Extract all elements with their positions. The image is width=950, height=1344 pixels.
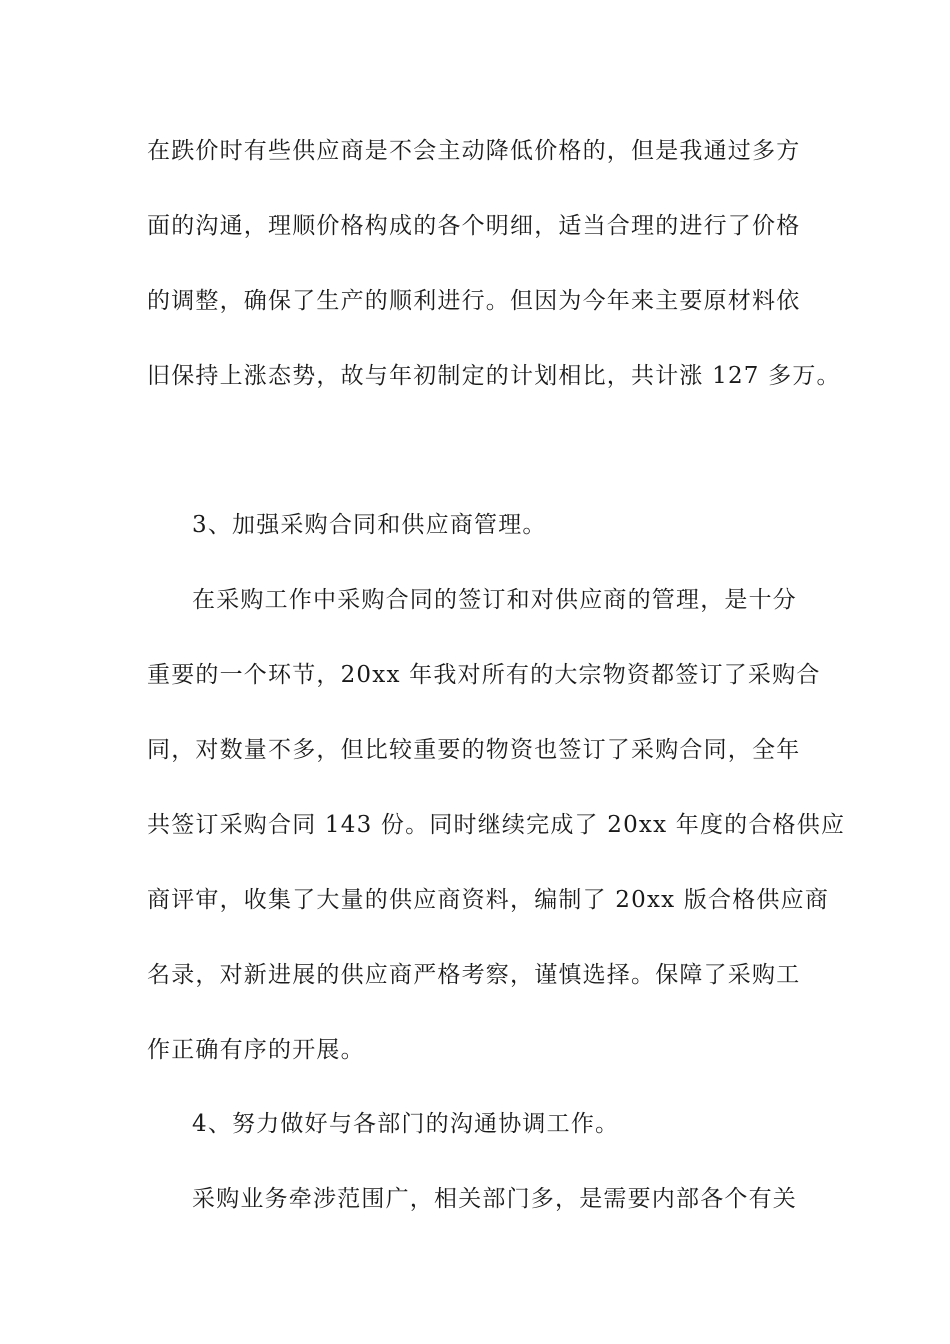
paragraph-1-line-2: 面的沟通，理顺价格构成的各个明细，适当合理的进行了价格 [147, 213, 801, 239]
paragraph-2-line-3: 同，对数量不多，但比较重要的物资也签订了采购合同，全年 [147, 737, 801, 763]
paragraph-1-line-3: 的调整，确保了生产的顺利进行。但因为今年来主要原材料依 [147, 288, 801, 314]
paragraph-1-line-4: 旧保持上涨态势，故与年初制定的计划相比，共计涨 127 多万。 [147, 363, 841, 389]
section-4-heading: 4、努力做好与各部门的沟通协调工作。 [192, 1111, 620, 1137]
paragraph-1-line-1: 在跌价时有些供应商是不会主动降低价格的，但是我通过多方 [147, 138, 801, 164]
paragraph-2-line-4: 共签订采购合同 143 份。同时继续完成了 20xx 年度的合格供应 [147, 812, 846, 838]
paragraph-2-line-6: 名录，对新进展的供应商严格考察，谨慎选择。保障了采购工 [147, 962, 801, 988]
paragraph-2-line-1: 在采购工作中采购合同的签订和对供应商的管理，是十分 [192, 587, 797, 613]
paragraph-2-line-7: 作正确有序的开展。 [147, 1037, 365, 1063]
paragraph-2-line-2: 重要的一个环节，20xx 年我对所有的大宗物资都签订了采购合 [147, 662, 821, 688]
paragraph-2-line-5: 商评审，收集了大量的供应商资料，编制了 20xx 版合格供应商 [147, 887, 830, 913]
paragraph-3-line-1: 采购业务牵涉范围广，相关部门多，是需要内部各个有关 [192, 1186, 797, 1212]
section-3-heading: 3、加强采购合同和供应商管理。 [192, 512, 547, 538]
